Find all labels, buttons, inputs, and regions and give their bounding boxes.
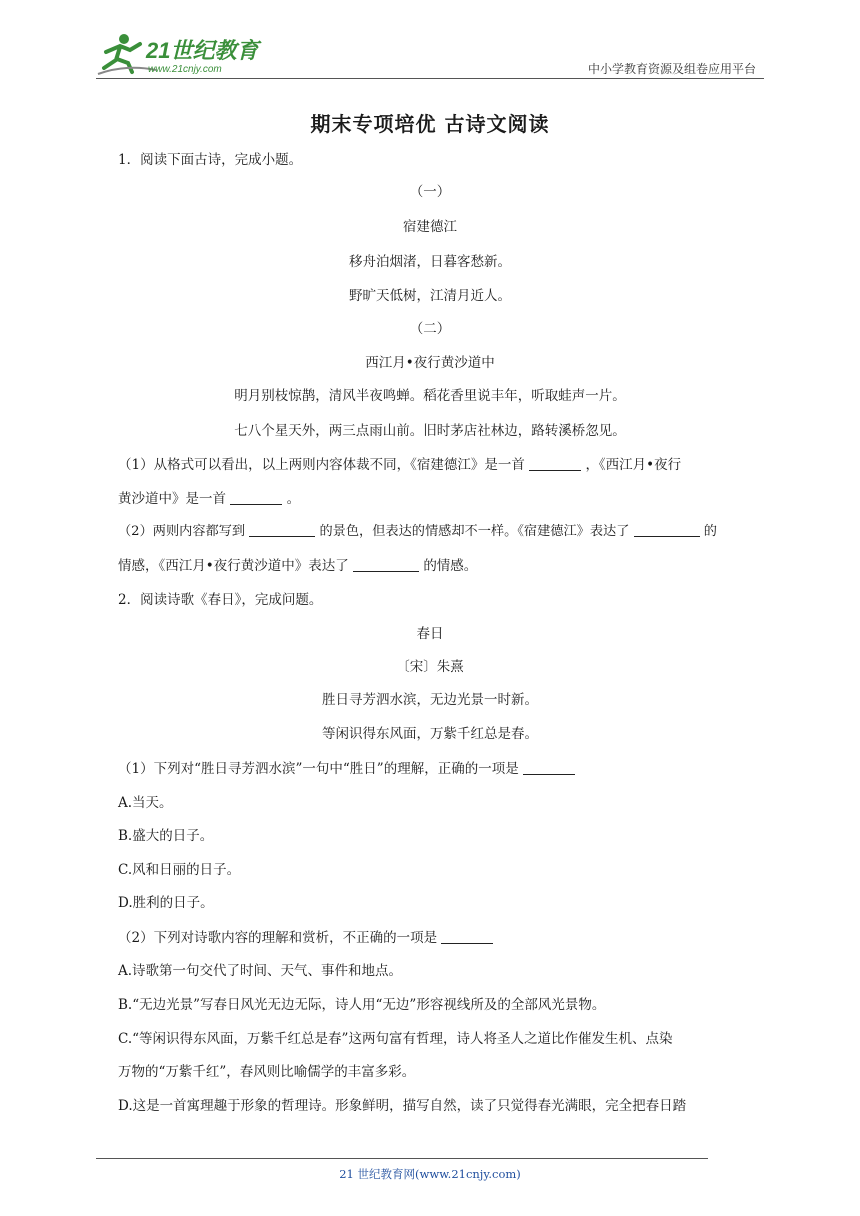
answer-blank[interactable] — [529, 456, 581, 471]
q2-sub1 — [118, 759, 575, 779]
q1-poem2-label: （二） — [409, 321, 451, 337]
q2-sub1-option-b[interactable]: B.盛大的日子。 — [118, 828, 214, 844]
header-divider — [96, 78, 764, 79]
q2-sub1-option-c[interactable]: C.风和日丽的日子。 — [118, 862, 241, 878]
q1-sub1-text-a: （1）从格式可以看出，以上两则内容体裁不同，《宿建德江》是一首 — [118, 457, 525, 473]
answer-blank[interactable] — [230, 490, 282, 505]
logo-url: www.21cnjy.com — [148, 64, 222, 75]
q2-poem-title: 春日 — [416, 626, 444, 642]
q2-sub2-option-b[interactable]: B.“无边光景”写春日风光无边无际，诗人用“无边”形容视线所及的全部风光景物。 — [118, 997, 606, 1013]
q1-poem2-line1: 明月别枝惊鹊，清风半夜鸣蝉。稻花香里说丰年，听取蛙声一片。 — [234, 388, 626, 404]
q1-sub2-text-b: 的景色，但表达的情感却不一样。《宿建德江》表达了 — [319, 524, 630, 539]
q1-sub1-line2 — [118, 489, 300, 509]
q2-stem: 2．阅读诗歌《春日》，完成问题。 — [118, 592, 323, 608]
q1-sub2-text-c: 的 — [703, 524, 717, 539]
q1-sub1-text-b: ，《西江月•夜行 — [585, 457, 682, 473]
q1-poem1-line2: 野旷天低树，江清月近人。 — [349, 288, 511, 304]
q1-poem1-label: （一） — [409, 184, 451, 200]
q2-sub2-option-d-line1[interactable]: D.这是一首寓理趣于形象的哲理诗。形象鲜明，描写自然，读了只觉得春光满眼，完全把春日踏 — [118, 1098, 687, 1114]
q2-poem-line2: 等闲识得东风面，万紫千红总是春。 — [322, 726, 538, 742]
q2-sub2-option-c-line1[interactable]: C.“等闲识得东风面，万紫千红总是春”这两句富有哲理，诗人将圣人之道比作催发生机、点染 — [118, 1031, 673, 1047]
q1-sub1-text-d: 。 — [286, 491, 301, 507]
q2-sub2-option-a[interactable]: A.诗歌第一句交代了时间、天气、事件和地点。 — [118, 963, 403, 979]
answer-blank[interactable] — [353, 557, 419, 572]
q1-stem: 1．阅读下面古诗，完成小题。 — [118, 152, 303, 168]
answer-blank[interactable] — [523, 760, 575, 775]
q1-poem1-title: 宿建德江 — [403, 219, 457, 235]
q2-poem-author: 〔宋〕朱熹 — [396, 659, 464, 675]
footer-link[interactable]: 21 世纪教育网(www.21cnjy.com) — [339, 1167, 521, 1181]
q1-sub2-line2 — [118, 556, 477, 576]
logo-text: 21世纪教育 — [146, 38, 259, 63]
q1-poem2-title: 西江月•夜行黄沙道中 — [365, 355, 495, 371]
q1-sub2-text-d: 情感，《西江月•夜行黄沙道中》表达了 — [118, 558, 349, 574]
q2-sub1-option-d[interactable]: D.胜利的日子。 — [118, 895, 214, 911]
q1-sub2-line1 — [118, 522, 717, 542]
q2-poem-line1: 胜日寻芳泗水滨，无边光景一时新。 — [322, 692, 538, 708]
answer-blank[interactable] — [441, 929, 493, 944]
q1-poem1-line1: 移舟泊烟渚，日暮客愁新。 — [349, 254, 511, 270]
platform-name: 中小学教育资源及组卷应用平台 — [587, 62, 756, 76]
q2-sub2-text: （2）下列对诗歌内容的理解和赏析，不正确的一项是 — [118, 930, 438, 946]
q2-sub2 — [118, 928, 493, 948]
answer-blank[interactable] — [249, 522, 315, 537]
q1-sub1-line1 — [118, 455, 681, 475]
footer-divider — [96, 1158, 708, 1159]
q2-sub1-option-a[interactable]: A.当天。 — [118, 795, 173, 811]
site-logo — [96, 30, 266, 80]
q1-sub1-text-c: 黄沙道中》是一首 — [118, 491, 226, 507]
q1-sub2-text-e: 的情感。 — [423, 558, 478, 574]
page-title: 期末专项培优 古诗文阅读 — [310, 112, 550, 136]
q1-sub2-text-a: （2）两则内容都写到 — [118, 524, 246, 539]
answer-blank[interactable] — [634, 522, 700, 537]
q1-poem2-line2: 七八个星天外，两三点雨山前。旧时茅店社林边，路转溪桥忽见。 — [234, 423, 626, 439]
q2-sub1-text: （1）下列对“胜日寻芳泗水滨”一句中“胜日”的理解，正确的一项是 — [118, 761, 519, 777]
q2-sub2-option-c-line2[interactable]: 万物的“万紫千红”，春风则比喻儒学的丰富多彩。 — [118, 1064, 416, 1080]
